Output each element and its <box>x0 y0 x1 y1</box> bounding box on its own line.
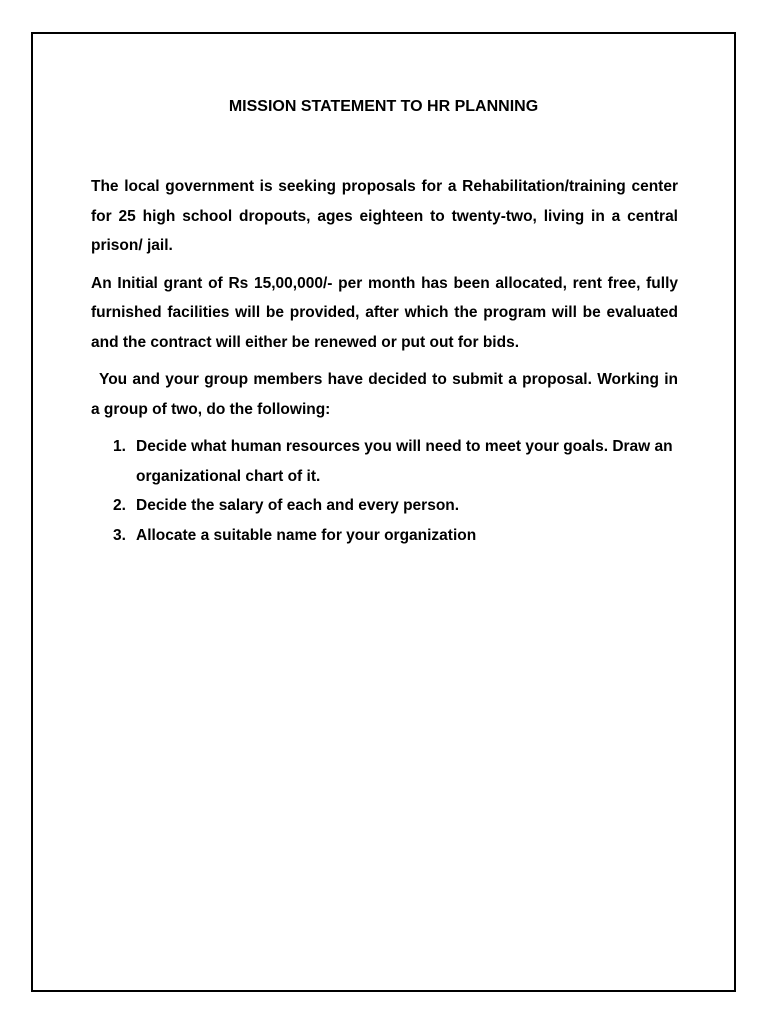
task-number: 3. <box>113 526 126 544</box>
task-text: Decide what human resources you will need to meet your goals. Draw an organizational chart of it. <box>136 438 673 485</box>
task-text: Allocate a suitable name for your organization <box>136 526 477 544</box>
paragraph-grant-details: An Initial grant of Rs 15,00,000/- per month has been allocated, rent free, fully furnished facilities will be provided, after which the program will be evaluated and the contract will either be renewed or put out for bids. <box>91 274 678 351</box>
document-page <box>31 32 736 992</box>
task-item <box>91 491 678 521</box>
task-number: 2. <box>113 497 126 514</box>
paragraph-instructions: You and your group members have decided to submit a proposal. Working in a group of two, do the following: <box>91 371 678 418</box>
paragraph-proposal-request: The local government is seeking proposals for a Rehabilitation/training center for 25 high school dropouts, ages eighteen to twenty-two, living in a central prison/ jail. <box>91 178 678 254</box>
task-list <box>91 432 678 550</box>
document-body <box>91 172 678 550</box>
task-text: Decide the salary of each and every person. <box>136 497 460 514</box>
task-item <box>91 521 678 551</box>
task-number: 1. <box>113 438 126 455</box>
document-title: MISSION STATEMENT TO HR PLANNING <box>228 98 539 115</box>
task-item <box>91 432 678 491</box>
